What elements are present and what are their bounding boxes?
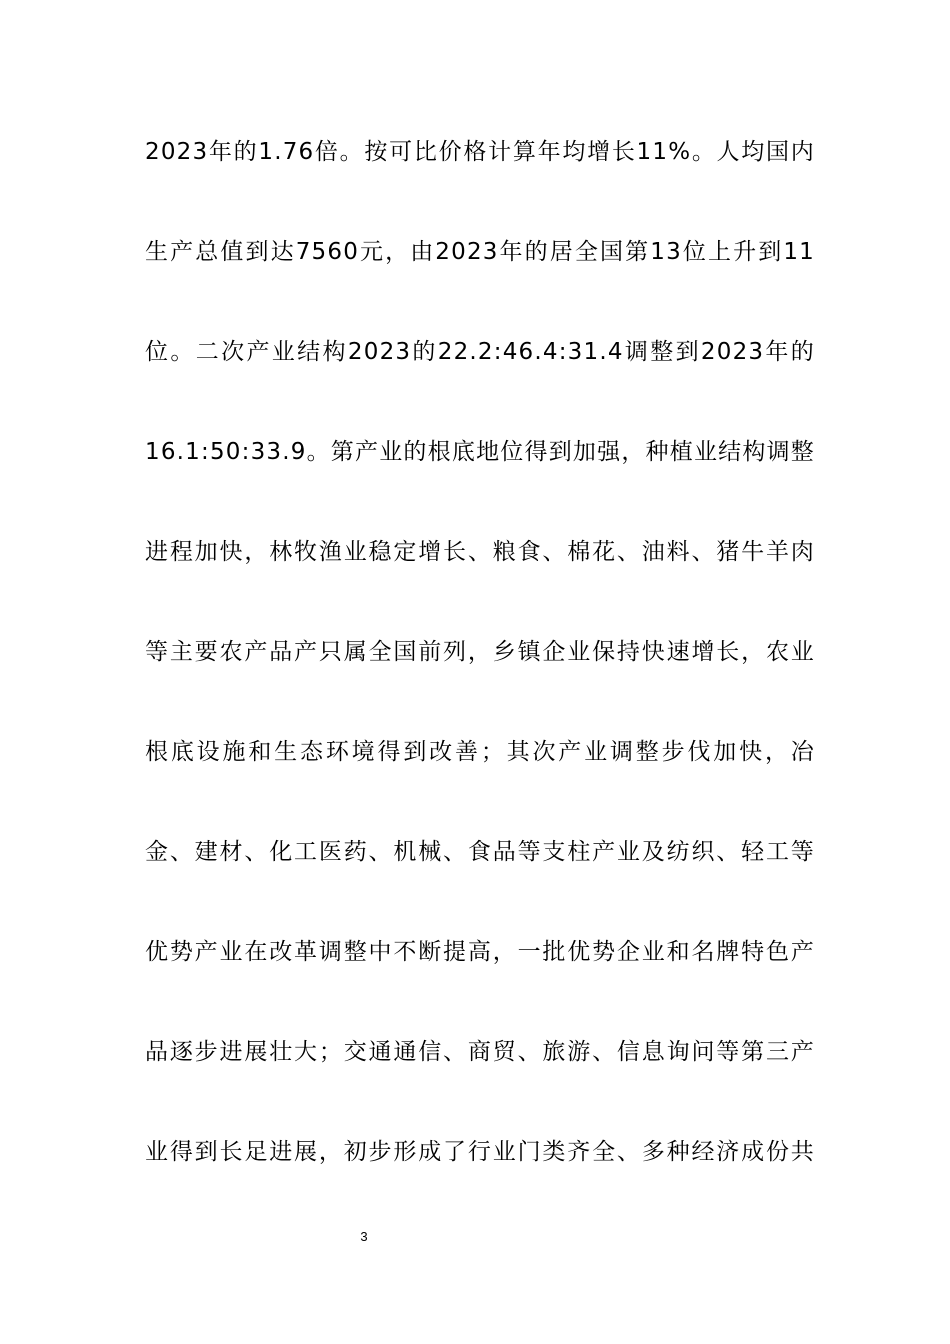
page-number: 3 bbox=[360, 1229, 368, 1244]
text-line-4: 16.1:50:33.9。第产业的根底地位得到加强，种植业结构调整 bbox=[145, 439, 815, 465]
text-line-6: 等主要农产品产只属全国前列，乡镇企业保持快速增长，农业 bbox=[145, 639, 815, 665]
text-line-8: 金、建材、化工医药、机械、食品等支柱产业及纺织、轻工等 bbox=[145, 839, 815, 865]
text-line-7: 根底设施和生态环境得到改善；其次产业调整步伐加快，冶 bbox=[145, 739, 815, 765]
text-line-9: 优势产业在改革调整中不断提高，一批优势企业和名牌特色产 bbox=[145, 939, 815, 965]
text-line-11: 业得到长足进展，初步形成了行业门类齐全、多种经济成份共 bbox=[145, 1139, 815, 1165]
body-text bbox=[145, 128, 815, 1228]
text-line-2: 生产总值到达7560元，由2023年的居全国第13位上升到11 bbox=[145, 239, 815, 265]
text-line-3: 位。二次产业结构2023的22.2:46.4:31.4调整到2023年的 bbox=[145, 339, 815, 365]
text-line-1: 2023年的1.76倍。按可比价格计算年均增长11%。人均国内 bbox=[145, 139, 815, 165]
text-line-5: 进程加快，林牧渔业稳定增长、粮食、棉花、油料、猪牛羊肉 bbox=[145, 539, 815, 565]
text-line-10: 品逐步进展壮大；交通通信、商贸、旅游、信息询问等第三产 bbox=[145, 1039, 815, 1065]
